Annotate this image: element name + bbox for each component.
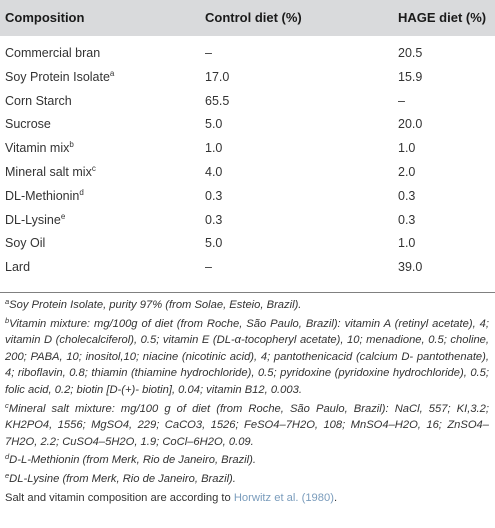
footnote-marker: a [109,68,115,78]
composition-cell: Mineral salt mix$^c$ [5,164,96,179]
composition-cell: Commercial bran [5,46,101,60]
control-diet-cell: 0.3 [205,188,223,203]
composition-cell: Lard [5,260,31,275]
footnote-marker: c [91,164,96,173]
table-row [0,232,495,255]
hage-diet-cell: 0.3 [398,188,416,203]
column-header-hage-diet: HAGE diet (%) [398,10,487,25]
footnote-marker: e [60,211,66,221]
table-row [0,161,495,184]
hage-diet-cell: 0.3 [398,212,416,227]
table-bottom-rule [0,292,495,293]
composition-cell: Soy Oil [5,236,46,251]
citation-link[interactable]: Horwitz et al. (1980) [233,491,334,504]
hage-diet-cell: 15.9 [398,69,423,84]
table-row [0,209,495,232]
footnote-c: $^c$Mineral salt mixture: mg/100 g of diet (from Roche, São Paulo, Brazil): NaCl, 557; KI,3.2; KH2PO4, 1556; MgSO4, 229; CaCO3, 1526; FeSO4–7H2O, 108; MnSO4–H2O, 16; ZnSO4–7H2O, 2.2; CuSO4–5H2O, 1.9; CoCl–6H2O, 0.09. [5,400,489,448]
control-diet-cell: – [205,46,212,60]
control-diet-cell: 4.0 [205,165,223,179]
control-diet-cell: 17.0 [205,69,230,84]
table-row [0,137,495,160]
composition-cell: DL-Methionin$^d$ [5,187,84,203]
table-row [0,66,495,89]
table-row [0,185,495,208]
footnote-a: $^a$Soy Protein Isolate, purity 97% (from Solae, Esteio, Brazil). [5,297,302,311]
table-row [0,113,495,136]
footnote-marker: d [79,187,84,197]
control-diet-cell: 5.0 [205,117,223,132]
table-row [0,90,495,113]
footnote-source: Salt and vitamin composition are according to Horwitz et al. (1980). [5,491,338,504]
column-header-control-diet: Control diet (%) [205,10,302,25]
hage-diet-cell: – [398,93,405,108]
hage-diet-cell: 20.5 [398,46,423,60]
composition-cell: Sucrose [5,117,51,132]
control-diet-cell: 65.5 [205,93,230,108]
control-diet-cell: 5.0 [205,236,223,251]
hage-diet-cell: 20.0 [398,117,423,132]
hage-diet-cell: 39.0 [398,260,423,275]
footnote-b: $^b$Vitamin mixture: mg/100g of diet (from Roche, São Paulo, Brazil): vitamin A (retinyl acetate), 4; vitamin D (cholecalciferol), 0.5; vitamin E (DL-α-tocopheryl acetate), 10; menadione, 0.5; choline, 200; PABA, 10; inositol,10; niacine (nicotinic acid), 4; pantothenicacid (calcium D- pantothenate), 4; riboflavin, 0.8; thiamin (thiamine hydrochloride), 0.5; pyridoxine (pyridoxine hydrochloride), 0.5; folic acid, 0.2; biotin [D-(+)- biotin], 0.04; vitamin B12, 0.003. [5,315,489,396]
table-footnotes [5,297,489,508]
hage-diet-cell: 2.0 [398,165,416,179]
hage-diet-cell: 1.0 [398,141,416,156]
composition-cell: Soy Protein Isolate$^a$ [5,68,115,84]
hage-diet-cell: 1.0 [398,236,416,251]
control-diet-cell: 0.3 [205,212,223,227]
composition-cell: Vitamin mix$^b$ [5,140,74,156]
control-diet-cell: 1.0 [205,141,223,156]
control-diet-cell: – [205,260,212,275]
footnote-marker: b [69,140,74,150]
table-header-row [0,0,495,36]
composition-cell: DL-Lysine$^e$ [5,211,66,227]
footnote-d: $^d$D-L-Methionin (from Merk, Rio de Janeiro, Brazil). [5,452,256,467]
table-row [0,42,495,65]
composition-cell: Corn Starch [5,93,72,108]
table-row [0,256,495,279]
footnote-e: $^e$DL-Lysine (from Merk, Rio de Janeiro, Brazil). [5,470,236,485]
column-header-composition: Composition [5,10,85,25]
